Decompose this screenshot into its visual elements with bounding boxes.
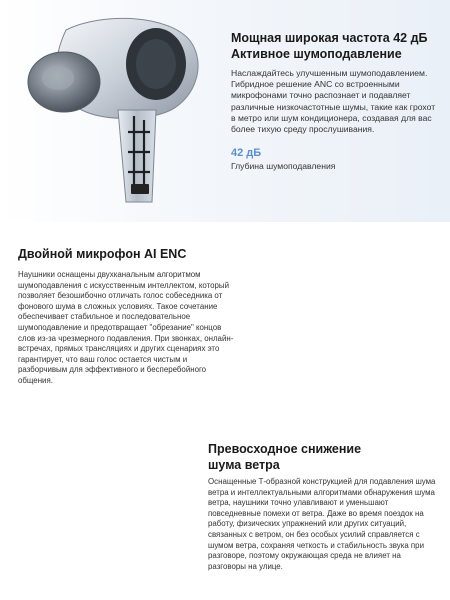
wind-noise-title: Превосходное снижение шума ветра (208, 442, 362, 472)
wind-noise-section (208, 441, 438, 572)
hero-text-block (231, 30, 441, 171)
dual-mic-description: Наушники оснащены двухканальным алгоритмом шумоподавления с искусственным интеллектом, который позволяет безошибочно отличать голос собеседника от фонового шума в сложных условиях. Такое сочетание обеспечивает стабильное и последовательное шумоподавление и предотвращает "обрезание" концов слов из-за чрезмерного подавления. При звонках, онлайн-встречах, прямых трансляциях и других сценариях это гарантирует, что ваш голос остается чистым и разборчивым для эффективного и бесперебойного общения. (18, 270, 234, 385)
noise-reduction-value: 42 дБ (231, 147, 262, 160)
earbud-transparent-image (6, 2, 221, 207)
hero-banner (0, 0, 450, 222)
dual-mic-section (18, 246, 238, 387)
dual-mic-title: Двойной микрофон AI ENC (18, 247, 187, 261)
hero-description: Наслаждайтесь улучшенным шумоподавлением. Гибридное решение ANC со встроенными микрофонами точно распознает и подавляет различные низкочастотные шумы, такие как грохот в метро или шум кондиционера, создавая для вас более тихую среду прослушивания. (231, 68, 436, 135)
noise-reduction-label: Глубина шумоподавления (231, 161, 336, 172)
wind-noise-description: Оснащенные Т-образной конструкцией для подавления шума ветра и интеллектуальными алгоритмами обнаружения шума ветра, наушники точно улавливают и уменьшают повседневные помехи от ветра. Даже во время поездок на работу, физических упражнений или других ситуаций, связанных с ветром, он без особых усилий справляется с шумом ветра, сохраняя четкость и стабильность звука при разговоре, поэтому окружающая среда не влияет на разговоры на улице. (208, 477, 436, 571)
hero-title: Мощная широкая частота 42 дБ Активное шумоподавление (231, 31, 428, 61)
